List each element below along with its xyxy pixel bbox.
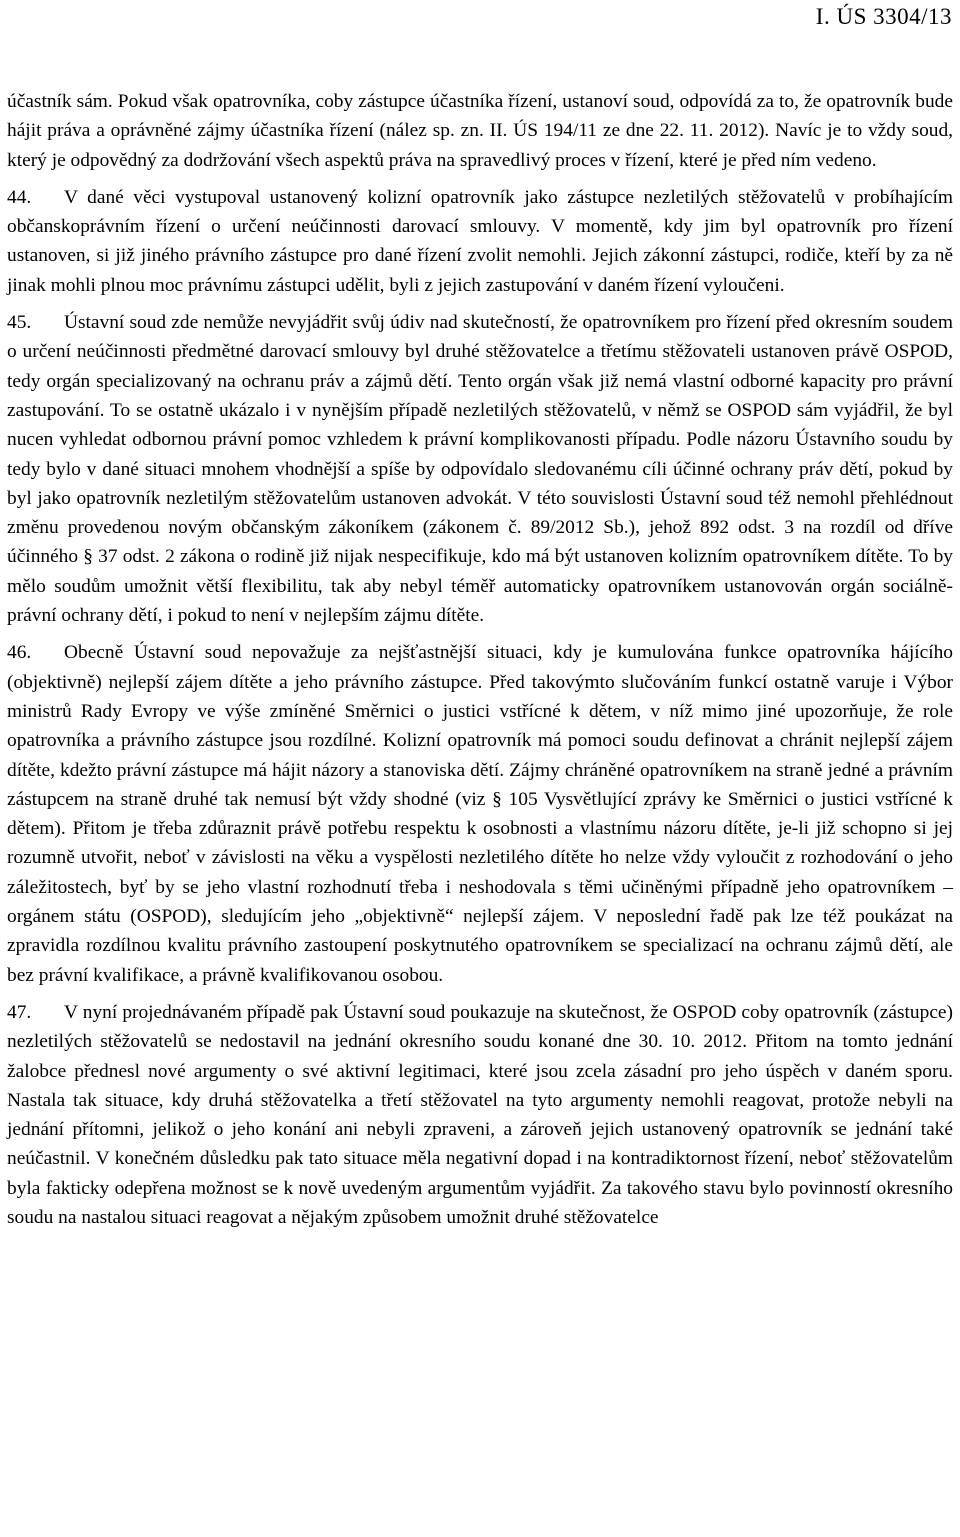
paragraph-text: V dané věci vystupoval ustanovený kolizní opatrovník jako zástupce nezletilých stěžovatelů v probíhajícím občanskoprávním řízení o určení neúčinnosti darovací smlouvy. V momentě, kdy jim byl opatrovník pro řízení ustanoven, si již jiného právního zástupce pro dané řízení zvolit nemohli. Jejich zákonní zástupci, rodiče, kteří by za ně jinak mohli plnou moc právnímu zástupci udělit, byli z jejich zastupování v daném řízení vyloučeni. (7, 186, 953, 296)
paragraph-text: V nyní projednávaném případě pak Ústavní soud poukazuje na skutečnost, že OSPOD coby opatrovník (zástupce) nezletilých stěžovatelů se nedostavil na jednání okresního soudu konané dne 30. 10. 2012. Přitom na tomto jednání žalobce přednesl nové argumenty o své aktivní legitimaci, které jsou zcela zásadní pro jeho úspěch v daném sporu. Nastala tak situace, kdy druhá stěžovatelka a třetí stěžovatel na tyto argumenty nemohli reagovat, protože nebyli na jednání přítomni, jelikož o jeho konání ani nebyli zpraveni, a zároveň jejich ustanovený opatrovník se jednání také neúčastnil. V konečném důsledku pak tato situace měla negativní dopad i na kontradiktornost řízení, neboť stěžovatelům byla fakticky odepřena možnost se k nově uvedeným argumentům vyjádřit. Za takového stavu bylo povinností okresního soudu na nastalou situaci reagovat a nějakým způsobem umožnit druhé stěžovatelce (7, 1001, 953, 1228)
paragraph-text: Obecně Ústavní soud nepovažuje za nejšťastnější situaci, kdy je kumulována funkce opatrovníka hájícího (objektivně) nejlepší zájem dítěte a jeho právního zástupce. Před takovýmto slučováním funkcí ostatně varuje i Výbor ministrů Rady Evropy ve výše zmíněné Směrnici o justici vstřícné k dětem, v níž mimo jiné upozorňuje, že role opatrovníka a právního zástupce jsou rozdílné. Kolizní opatrovník má pomoci soudu definovat a chránit nejlepší zájem dítěte, kdežto právní zástupce má hájit názory a stanoviska dětí. Zájmy chráněné opatrovníkem na straně jedné a právním zástupcem na straně druhé tak nemusí být vždy shodné (viz § 105 Vysvětlující zprávy ke Směrnici o justici vstřícné k dětem). Přitom je třeba zdůraznit právě potřebu respektu k osobnosti a vlastnímu názoru dítěte, je-li již schopno si jej rozumně utvořit, neboť v závislosti na věku a vyspělosti nezletilého dítěte ho nelze vždy vyloučit z rozhodování o jeho záležitostech, byť by se jeho vlastní rozhodnutí třeba i neshodovala s těmi učiněnými případně jeho opatrovníkem – orgánem státu (OSPOD), sledujícím jeho „objektivně“ nejlepší zájem. V neposlední řadě pak lze též poukázat na zpravidla rozdílnou kvalitu právního zastoupení poskytnutého opatrovníkem se specializací na ochranu zájmů dětí, ale bez právní kvalifikace, a právně kvalifikovanou osobou. (7, 642, 953, 986)
paragraph-46 (7, 638, 953, 990)
paragraph-number: 44. (7, 186, 32, 208)
paragraph-45 (7, 308, 953, 630)
paragraph-number: 47. (7, 1001, 32, 1023)
paragraph-continuation (7, 87, 953, 175)
paragraph-47 (7, 998, 953, 1232)
paragraph-number: 46. (7, 642, 32, 664)
paragraph-text: účastník sám. Pokud však opatrovníka, coby zástupce účastníka řízení, ustanoví soud, odpovídá za to, že opatrovník bude hájit práva a oprávněné zájmy účastníka řízení (nález sp. zn. II. ÚS 194/11 ze dne 22. 11. 2012). Navíc je to vždy soud, který je odpovědný za dodržování všech aspektů práva na spravedlivý proces v řízení, které je před ním vedeno. (7, 91, 953, 171)
page-reference: I. ÚS 3304/13 (815, 4, 952, 29)
paragraph-text: Ústavní soud zde nemůže nevyjádřit svůj údiv nad skutečností, že opatrovníkem pro řízení před okresním soudem o určení neúčinnosti předmětné darovací smlouvy byl druhé stěžovatelce a třetímu stěžovateli ustanoven právě OSPOD, tedy orgán specializovaný na ochranu práv a zájmů dětí. Tento orgán však již nemá vlastní odborné kapacity pro právní zastupování. To se ostatně ukázalo i v nynějším případě nezletilých stěžovatelů, v němž se OSPOD sám vyjádřil, že byl nucen vyhledat odbornou právní pomoc vzhledem k právní komplikovanosti případu. Podle názoru Ústavního soudu by tedy bylo v dané situaci mnohem vhodnější a spíše by odpovídalo sledovanému cíli účinné ochrany práv dětí, pokud by byl jako opatrovník nezletilým stěžovatelům ustanoven advokát. V této souvislosti Ústavní soud též nemohl přehlédnout změnu provedenou novým občanským zákoníkem (zákonem č. 89/2012 Sb.), jehož 892 odst. 3 na rozdíl od dříve účinného § 37 odst. 2 zákona o rodině již nijak nespecifikuje, kdo má být ustanoven kolizním opatrovníkem dítěte. To by mělo soudům umožnit větší flexibilitu, tak aby nebyl téměř automaticky opatrovníkem ustanovován orgán sociálně-právní ochrany dětí, i pokud to není v nejlepším zájmu dítěte. (7, 312, 953, 627)
document-body (7, 87, 953, 1232)
paragraph-number: 45. (7, 312, 32, 334)
paragraph-44 (7, 183, 953, 300)
